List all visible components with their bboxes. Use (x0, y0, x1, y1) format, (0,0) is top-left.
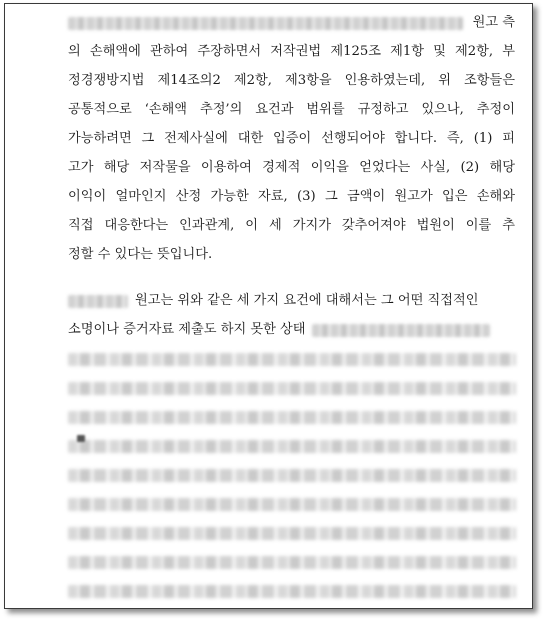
paragraph-1-line-8: 직접 대응한다는 인과관계, 이 세 가지가 갖추어져야 법원이 이를 추 (68, 218, 515, 233)
paragraph-1-line-1 (68, 13, 515, 33)
document-page (4, 3, 533, 609)
redaction-artifact (77, 435, 85, 442)
paragraph-1-line-9: 정할 수 있다는 뜻입니다. (68, 247, 213, 262)
paragraph-1-line-1-text: 원고 측 (472, 15, 515, 30)
paragraph-2-line-1 (68, 291, 515, 311)
redacted-line (68, 411, 516, 424)
redacted-line (68, 382, 516, 395)
redacted-line (68, 469, 516, 482)
paragraph-1-line-3: 정경쟁방지법 제14조의2 제2항, 제3항을 인용하였는데, 위 조항들은 (68, 73, 515, 88)
redacted-line (68, 556, 516, 569)
paragraph-1-line-7: 이익이 얼마인지 산정 가능한 자료, (3) 그 금액이 원고가 입은 손해와 (68, 189, 515, 204)
redacted-text (68, 17, 463, 30)
paragraph-2-line-2 (68, 320, 515, 340)
paragraph-1-line-6: 고가 해당 저작물을 이용하여 경제적 이익을 얻었다는 사실, (2) 해당 (68, 160, 515, 175)
paragraph-1-line-2: 의 손해액에 관하여 주장하면서 저작권법 제125조 제1항 및 제2항, 부 (68, 44, 515, 59)
paragraph-2-line-2-text: 소명이나 증거자료 제출도 하지 못한 상태 (68, 322, 306, 337)
paragraph-1-line-4: 공통적으로 ‘손해액 추정’의 요건과 범위를 규정하고 있으나, 추정이 (68, 102, 515, 117)
redacted-text (68, 295, 128, 308)
redacted-line (68, 440, 516, 453)
paragraph-1-line-5: 가능하려면 그 전제사실에 대한 입증이 선행되어야 합니다. 즉, (1) 피 (68, 131, 515, 146)
redacted-line (68, 527, 516, 540)
redacted-line (68, 353, 516, 366)
redacted-line (68, 585, 516, 598)
paragraph-2-line-1-text: 원고는 위와 같은 세 가지 요건에 대해서는 그 어떤 직접적인 (135, 293, 479, 308)
redacted-line (68, 498, 516, 511)
redacted-text (312, 324, 490, 337)
